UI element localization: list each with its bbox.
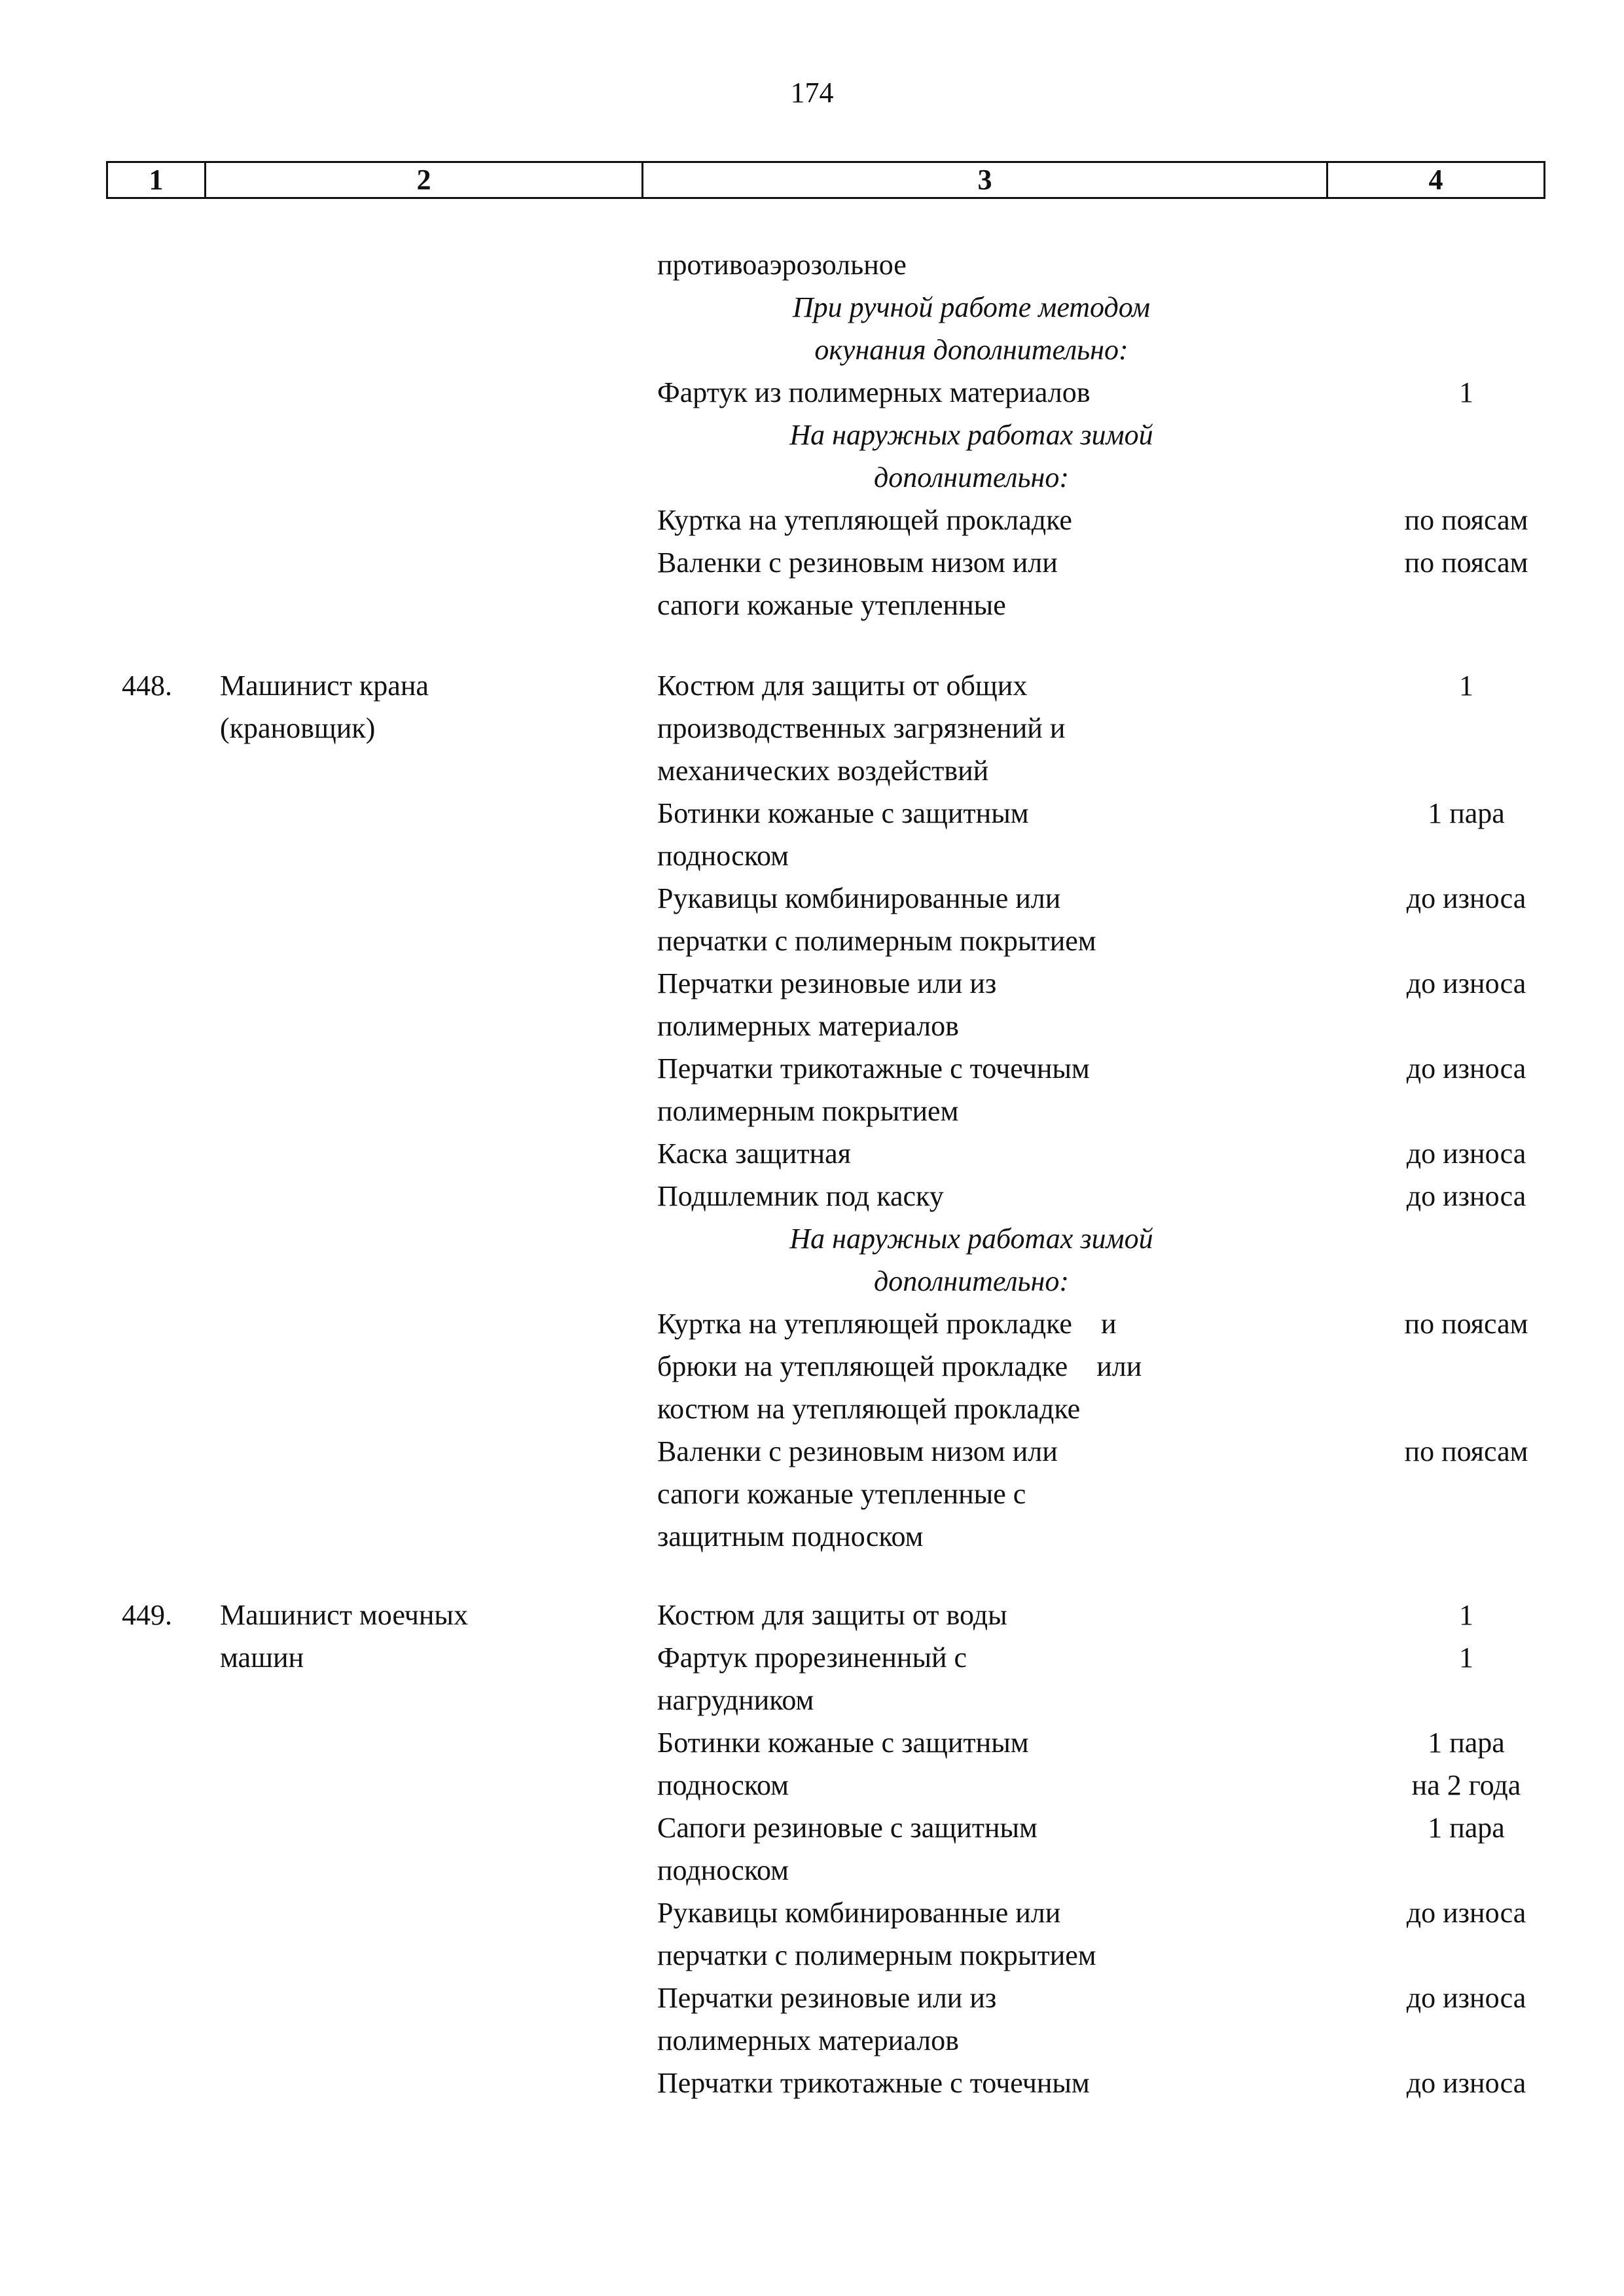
table-row [0, 541, 1624, 584]
item-quantity: 1 [1459, 1599, 1473, 1631]
item-text: производственных загрязнений и [657, 712, 1066, 744]
item-quantity: до износа [1406, 1982, 1526, 2014]
item-text: Ботинки кожаные с защитным [657, 1727, 1029, 1759]
table-row [0, 1132, 1624, 1175]
table-row [0, 371, 1624, 414]
table-row [0, 243, 1624, 286]
profession-name: Машинист моечных [220, 1599, 468, 1631]
table-row [0, 749, 1624, 792]
table-row [0, 456, 1624, 499]
item-quantity: до износа [1406, 882, 1526, 914]
section-note: дополнительно: [873, 1265, 1070, 1297]
continuation-block [0, 243, 1624, 626]
item-quantity: на 2 года [1411, 1769, 1521, 1801]
item-quantity: по поясам [1404, 504, 1528, 536]
table-row [0, 584, 1624, 626]
table-row [0, 707, 1624, 749]
table-row [0, 1047, 1624, 1090]
column-header-3: 3 [643, 162, 1327, 198]
item-quantity: 1 пара [1428, 1812, 1505, 1844]
item-text: полимерных материалов [657, 2024, 959, 2056]
profession-name: машин [220, 1641, 304, 1674]
table-row [0, 499, 1624, 541]
item-quantity: 1 пара [1428, 797, 1505, 829]
item-text: Куртка на утепляющей прокладке и [657, 1308, 1117, 1340]
column-header-4: 4 [1327, 162, 1545, 198]
section-note: На наружных работах зимой [789, 419, 1153, 451]
table-row [0, 1430, 1624, 1473]
entry-449 [0, 1594, 1624, 2104]
item-quantity: по поясам [1404, 1308, 1528, 1340]
item-quantity: 1 [1459, 376, 1473, 408]
item-quantity: по поясам [1404, 1435, 1528, 1467]
table-row [0, 1260, 1624, 1302]
entry-number: 449. [122, 1599, 172, 1631]
table-row [0, 1764, 1624, 1806]
table-row [0, 792, 1624, 834]
table-row [0, 2019, 1624, 2062]
item-text: Каска защитная [657, 1138, 851, 1170]
table-row [0, 1892, 1624, 1934]
item-text: сапоги кожаные утепленные [657, 589, 1006, 621]
column-header-1: 1 [107, 162, 206, 198]
item-text: механических воздействий [657, 755, 989, 787]
item-text: полимерных материалов [657, 1010, 959, 1042]
item-text: подноском [657, 840, 789, 872]
table-row [0, 1090, 1624, 1132]
section-note: дополнительно: [873, 461, 1070, 493]
table-row [0, 1594, 1624, 1636]
table-row [0, 1806, 1624, 1849]
item-text: сапоги кожаные утепленные с [657, 1478, 1026, 1510]
item-text: полимерным покрытием [657, 1095, 959, 1127]
item-quantity: 1 пара [1428, 1727, 1505, 1759]
table-row [0, 1977, 1624, 2019]
section-note: При ручной работе методом [792, 291, 1151, 323]
item-text: брюки на утепляющей прокладке или [657, 1350, 1142, 1382]
table-row [0, 877, 1624, 920]
section-note: На наружных работах зимой [789, 1223, 1153, 1255]
column-header-2: 2 [206, 162, 643, 198]
table-row [0, 1934, 1624, 1977]
item-text: Перчатки трикотажные с точечным [657, 1052, 1090, 1085]
item-quantity: по поясам [1404, 547, 1528, 579]
table-row [0, 1679, 1624, 1721]
profession-name: (крановщик) [220, 712, 376, 744]
table-row [0, 1721, 1624, 1764]
table-row [0, 962, 1624, 1005]
item-text: нагрудником [657, 1684, 814, 1716]
item-text: Перчатки резиновые или из [657, 967, 997, 999]
entry-number: 448. [122, 670, 172, 702]
item-text: Перчатки резиновые или из [657, 1982, 997, 2014]
item-text: Ботинки кожаные с защитным [657, 797, 1029, 829]
page-number: 174 [790, 77, 834, 109]
item-text: Валенки с резиновым низом или [657, 547, 1058, 579]
table-row [0, 1849, 1624, 1892]
item-text: подноском [657, 1854, 789, 1886]
item-text: защитным подноском [657, 1520, 924, 1552]
item-text: Рукавицы комбинированные или [657, 882, 1061, 914]
table-row [0, 414, 1624, 456]
table-row [0, 664, 1624, 707]
table-row [0, 1473, 1624, 1515]
table-row [0, 329, 1624, 371]
item-text: Рукавицы комбинированные или [657, 1897, 1061, 1929]
table-row [0, 1388, 1624, 1430]
item-text: Куртка на утепляющей прокладке [657, 504, 1072, 536]
item-text: Сапоги резиновые с защитным [657, 1812, 1038, 1844]
item-quantity: до износа [1406, 1897, 1526, 1929]
table-row [0, 834, 1624, 877]
item-quantity: 1 [1459, 1641, 1473, 1674]
table-row [0, 920, 1624, 962]
item-quantity: до износа [1406, 967, 1526, 999]
item-text: перчатки с полимерным покрытием [657, 925, 1096, 957]
table-row [0, 1515, 1624, 1558]
item-quantity: до износа [1406, 1138, 1526, 1170]
table-row [0, 2062, 1624, 2104]
table-row [0, 1175, 1624, 1217]
item-text: Фартук прорезиненный с [657, 1641, 967, 1674]
item-text: Костюм для защиты от общих [657, 670, 1028, 702]
item-quantity: до износа [1406, 1180, 1526, 1212]
entry-448 [0, 664, 1624, 1558]
profession-name: Машинист крана [220, 670, 429, 702]
item-text: подноском [657, 1769, 789, 1801]
column-header-table [106, 161, 1545, 199]
item-text: противоаэрозольное [657, 249, 907, 281]
table-row [0, 1005, 1624, 1047]
item-text: Костюм для защиты от воды [657, 1599, 1007, 1631]
item-quantity: до износа [1406, 1052, 1526, 1085]
table-row [0, 1345, 1624, 1388]
item-quantity: 1 [1459, 670, 1473, 702]
item-text: Фартук из полимерных материалов [657, 376, 1091, 408]
column-header-row [107, 162, 1545, 198]
item-text: Перчатки трикотажные с точечным [657, 2067, 1090, 2099]
section-note: окунания дополнительно: [814, 334, 1128, 366]
item-text: перчатки с полимерным покрытием [657, 1939, 1096, 1971]
item-quantity: до износа [1406, 2067, 1526, 2099]
table-row [0, 1217, 1624, 1260]
table-row [0, 1302, 1624, 1345]
item-text: Валенки с резиновым низом или [657, 1435, 1058, 1467]
item-text: костюм на утепляющей прокладке [657, 1393, 1081, 1425]
table-row [0, 286, 1624, 329]
item-text: Подшлемник под каску [657, 1180, 944, 1212]
table-row [0, 1636, 1624, 1679]
